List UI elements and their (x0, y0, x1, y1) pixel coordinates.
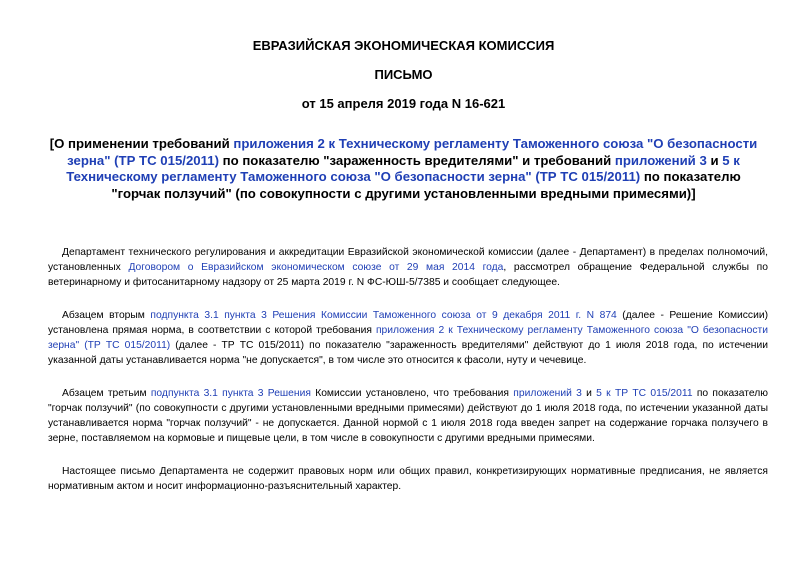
subject-link-appendix-2[interactable]: приложения 2 к Техническому регламенту Таможенного союза "О безопасности зерна" (ТР ТС 015/2011) (67, 136, 758, 168)
link-eaeu-treaty[interactable]: Договором о Евразийском экономическом союзе от 29 мая 2014 года (128, 262, 504, 273)
paragraph-3 (48, 386, 768, 446)
paragraph-text: Абзацем вторым (62, 310, 151, 321)
link-appendix-2[interactable]: приложения 2 к Техническому регламенту Таможенного союза "О безопасности зерна" (ТР ТС 015/2011) (48, 325, 768, 351)
paragraph-text: Абзацем третьим (62, 388, 151, 399)
subject-text: и (706, 152, 723, 168)
link-decision-874[interactable]: подпункта 3.1 пункта 3 Решения Комиссии Таможенного союза от 9 декабря 2011 г. N 874 (150, 310, 617, 321)
paragraph-text: Департамент технического регулирования и аккредитации Евразийской экономической комиссии (далее - Департамент) в пределах полномочий, установленных (48, 247, 768, 273)
link-appendix-3[interactable]: приложений 3 (513, 388, 582, 399)
paragraph-text: , рассмотрел обращение Федеральной службы по ветеринарному и фитосанитарному надзору от 25 марта 2019 г. N ФС-ЮШ-5/7385 и сообщает следующее. (48, 262, 768, 288)
paragraph-text: по показателю "горчак ползучий" (по совокупности с другими установленными вредными примесями) действуют до 1 июля 2018 года, по истечении указанной даты устанавливается норма "горчак ползучий" - не допускается. Данной нормой с 1 июля 2018 года введен запрет на содержание горчака ползучего в зерне, поставляемом на кормовые и пищевые цели, в том числе в совокупности с другими вредными примесями. (48, 388, 768, 444)
paragraph-text: (далее - ТР ТС 015/2011) по показателю "зараженность вредителями" действуют до 1 июля 2018 года, по истечении указанной даты устанавливается норма "не допускается", в том числе это относится к фасоли, нуту и чечевице. (48, 340, 768, 366)
paragraph-text: (далее - Решение Комиссии) установлена прямая норма, в соответствии с которой требования (48, 310, 769, 336)
paragraph-2 (48, 308, 768, 368)
document-date-number: от 15 апреля 2019 года N 16-621 (301, 96, 506, 111)
paragraph-text: и (581, 388, 597, 399)
link-appendix-5[interactable]: 5 к ТР ТС 015/2011 (596, 388, 693, 399)
document-subject (40, 136, 767, 202)
subject-text: [О применении требований (49, 136, 234, 151)
organization-title: ЕВРАЗИЙСКАЯ ЭКОНОМИЧЕСКАЯ КОМИССИЯ (252, 38, 555, 53)
subject-link-appendix-5[interactable]: 5 к Техническому регламенту Таможенного союза "О безопасности зерна" (ТР ТС 015/2011) (66, 152, 740, 184)
link-subclause-3-1[interactable]: подпункта 3.1 пункта 3 Решения (150, 388, 311, 399)
paragraph-1 (48, 245, 768, 290)
paragraph-text: Настоящее письмо Департамента не содержит правовых норм или общих правил, конкретизирующих нормативные предписания, не является нормативным актом и носит информационно-разъяснительный характер. (48, 466, 768, 492)
paragraph-4 (48, 464, 768, 494)
subject-text: по показателю "зараженность вредителями" и требований (218, 152, 615, 168)
paragraph-text: Комиссии установлено, что требования (310, 388, 514, 399)
subject-link-appendix-3[interactable]: приложений 3 (614, 152, 707, 168)
subject-text: по показателю "горчак ползучий" (по совокупности с другими установленными вредными примесями)] (111, 169, 741, 201)
document-type: ПИСЬМО (374, 67, 433, 82)
